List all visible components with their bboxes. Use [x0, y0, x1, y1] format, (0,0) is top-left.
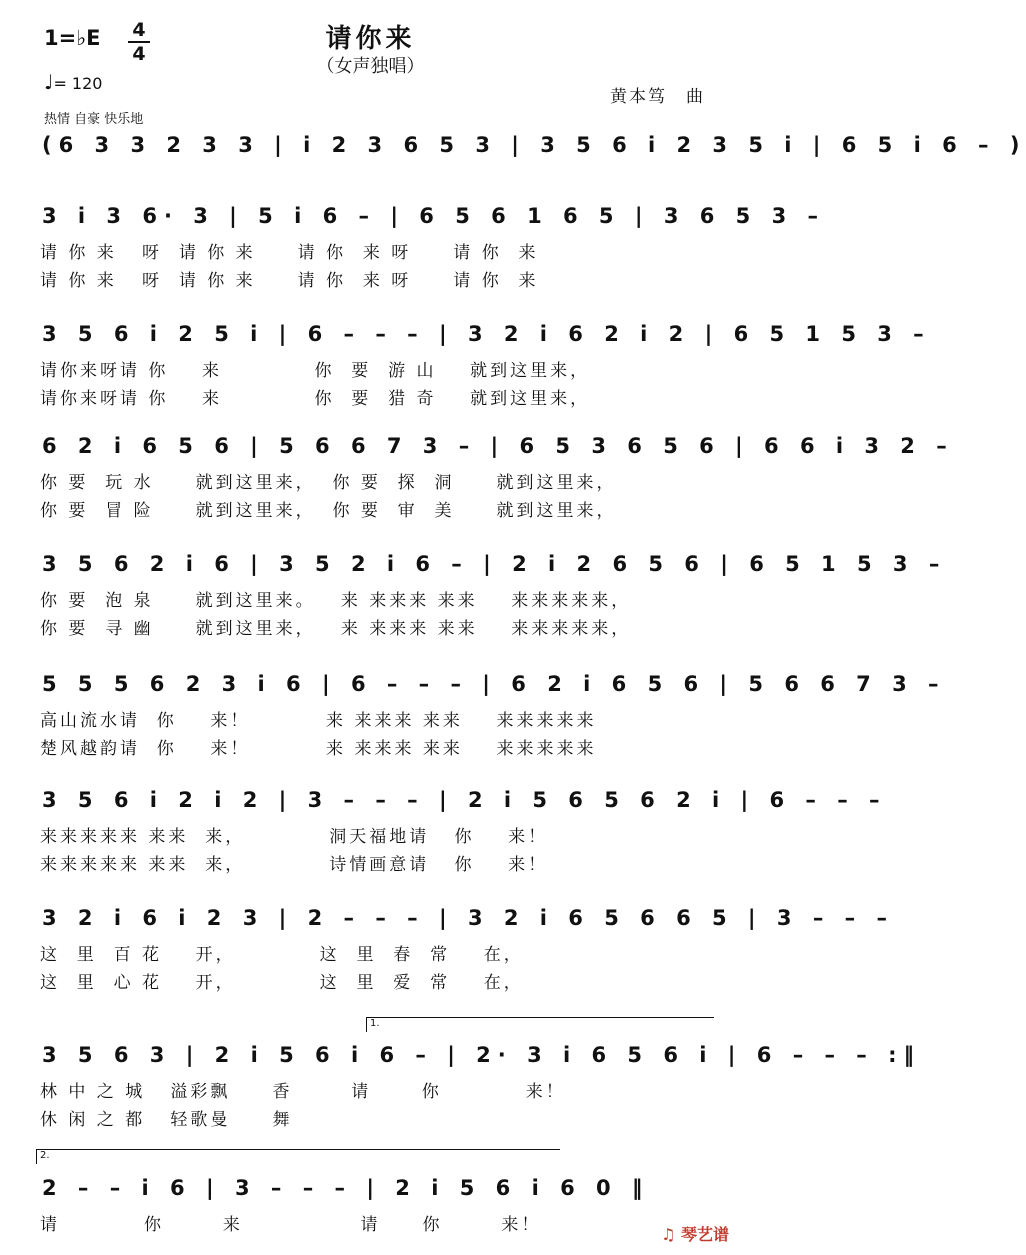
composer-credit: 黄本笃 曲 [610, 87, 705, 107]
quarter-note-icon: ♩ [44, 70, 54, 94]
lyric-verse-1: 你 要 玩 水 就到这里来， 你 要 探 洞 就到这里来， [40, 473, 617, 493]
lyric-verse-1: 请你来呀请 你 来 你 要 游 山 就到这里来， [40, 361, 591, 381]
key-signature: 1=♭E [44, 26, 101, 50]
song-title: 请你来 [325, 24, 416, 54]
lyric-verse-2: 这 里 心 花 开， 这 里 爱 常 在， [40, 973, 524, 993]
lyric-verse-2: 你 要 冒 险 就到这里来， 你 要 审 美 就到这里来， [40, 501, 617, 521]
logo-mark-icon: ♫ [661, 1225, 676, 1244]
notation: 3 5 6 i 2 5 i | 6 – – – | 3 2 i 6 2 i 2 | 6 5 1 5 3 – [42, 322, 931, 346]
tempo-marking: ♩= 120 [44, 70, 103, 94]
lyric-verse-1: 你 要 泡 泉 就到这里来。 来 来来来 来来 来来来来来， [40, 591, 632, 611]
second-ending-bracket: 2. [36, 1149, 560, 1164]
lyric-verse-2: 来来来来来 来来 来， 诗情画意请 你 来！ [40, 855, 549, 875]
lyric-verse-2: 请 你 来 呀 请 你 来 请 你 来 呀 请 你 来 [40, 271, 539, 291]
lyric-verse-1: 请 你 来 请 你 来！ [40, 1215, 542, 1235]
lyric-verse-1: 高山流水请 你 来！ 来 来来来 来来 来来来来来 [40, 711, 597, 731]
notation: 6 2 i 6 5 6 | 5 6 6 7 3 – | 6 5 3 6 5 6 | 6 6 i 3 2 – [42, 434, 954, 458]
notation: 3 5 6 i 2 i 2 | 3 – – – | 2 i 5 6 5 6 2 i | 6 – – – [42, 788, 887, 812]
song-subtitle: （女声独唱） [316, 56, 425, 77]
lyric-verse-1: 请 你 来 呀 请 你 来 请 你 来 呀 请 你 来 [40, 243, 539, 263]
notation: 5 5 5 6 2 3 i 6 | 6 – – – | 6 2 i 6 5 6 | 5 6 6 7 3 – [42, 672, 946, 696]
lyric-verse-1: 来来来来来 来来 来， 洞天福地请 你 来！ [40, 827, 549, 847]
expression-marking: 热情 自豪 快乐地 [44, 112, 144, 127]
time-top: 4 [132, 19, 146, 41]
first-ending-bracket: 1. [366, 1017, 714, 1032]
lyric-verse-2: 你 要 寻 幽 就到这里来， 来 来来来 来来 来来来来来， [40, 619, 632, 639]
lyric-verse-2: 楚风越韵请 你 来！ 来 来来来 来来 来来来来来 [40, 739, 597, 759]
lyric-verse-2: 请你来呀请 你 来 你 要 猎 奇 就到这里来， [40, 389, 591, 409]
notation: 3 5 6 2 i 6 | 3 5 2 i 6 – | 2 i 2 6 5 6 | 6 5 1 5 3 – [42, 552, 947, 576]
site-logo: ♫ 琴艺谱 [661, 1225, 729, 1244]
time-bottom: 4 [132, 43, 146, 65]
notation: 2 – – i 6 | 3 – – – | 2 i 5 6 i 6 0 ‖ [42, 1176, 650, 1200]
lyric-verse-1: 这 里 百 花 开， 这 里 春 常 在， [40, 945, 524, 965]
notation: 3 i 3 6· 3 | 5 i 6 – | 6 5 6 1 6 5 | 3 6 5 3 – [42, 204, 826, 228]
notation: 3 2 i 6 i 2 3 | 2 – – – | 3 2 i 6 5 6 6 5 | 3 – – – [42, 906, 894, 930]
lyric-verse-1: 林 中 之 城 溢彩飘 香 请 你 来！ [40, 1082, 566, 1102]
lyric-verse-2: 休 闲 之 都 轻歌曼 舞 [40, 1110, 293, 1130]
notation: (6 3 3 2 3 3 | i 2 3 6 5 3 | 3 5 6 i 2 3 5 i | 6 5 i 6 – ) [42, 133, 1026, 157]
notation: 3 5 6 3 | 2 i 5 6 i 6 – | 2· 3 i 6 5 6 i | 6 – – – :‖ [42, 1043, 922, 1067]
time-signature [128, 20, 150, 64]
